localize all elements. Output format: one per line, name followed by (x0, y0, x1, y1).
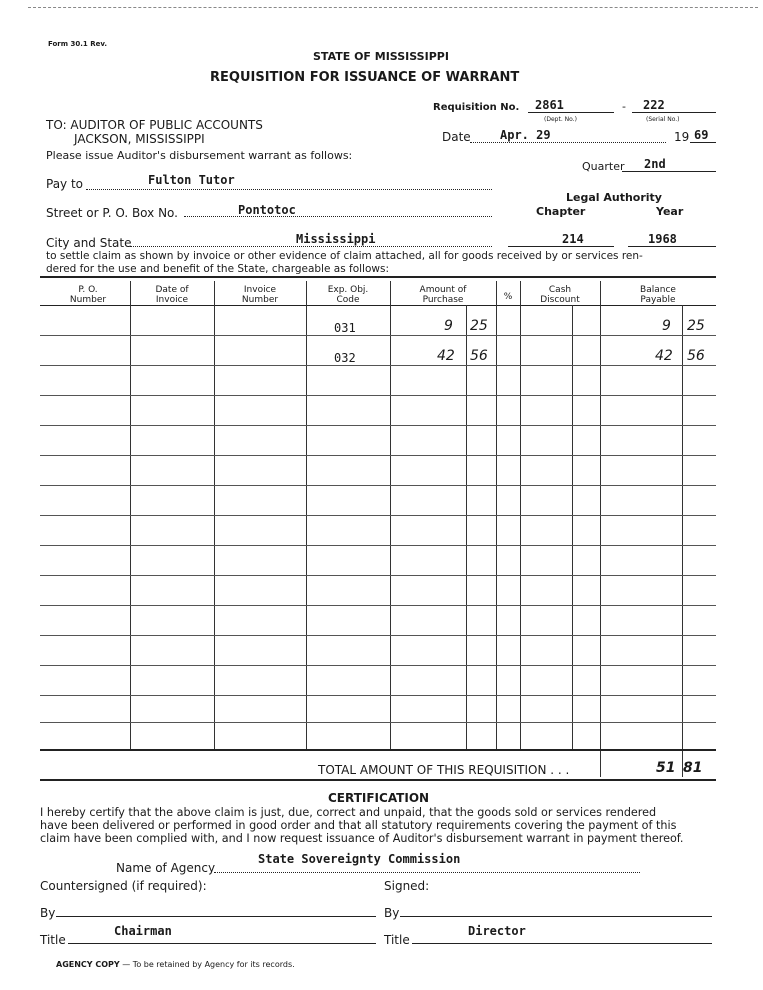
table-top-rule (40, 276, 716, 278)
street-line (184, 216, 492, 217)
date-century: 19 (674, 130, 690, 144)
balance-dollars-cell: 42 (655, 348, 673, 364)
top-border (28, 7, 758, 8)
quarter-line (622, 171, 716, 172)
requisition-label: Requisition No. (433, 102, 520, 113)
to-line-2: JACKSON, MISSISSIPPI (74, 132, 205, 146)
dept-number-line (528, 112, 614, 113)
footer-agency-copy: AGENCY COPY (56, 960, 120, 969)
col-divider (682, 305, 683, 777)
table-row-rule (40, 545, 716, 546)
chapter-line (508, 246, 614, 247)
right-by-label: By (384, 906, 400, 920)
table-row-rule (40, 722, 716, 723)
dept-number: 2861 (535, 98, 564, 112)
table-row-rule (40, 425, 716, 426)
pay-to-value: Fulton Tutor (148, 173, 235, 187)
date-year: 69 (694, 128, 709, 142)
col-header-cash-discount: Cash Discount (540, 285, 580, 305)
requisition-dash: - (622, 100, 626, 113)
serial-number: 222 (643, 98, 665, 112)
table-bottom-rule (40, 749, 716, 751)
table-row-rule (40, 365, 716, 366)
right-title-value: Director (468, 924, 526, 938)
certification-line-2: have been delivered or performed in good order and that all statutory requirements covering the payment of this (40, 819, 677, 832)
table-row-rule (40, 335, 716, 336)
state-heading: STATE OF MISSISSIPPI (313, 50, 449, 63)
legal-year-line (628, 246, 716, 247)
col-divider (466, 305, 467, 749)
certification-heading: CERTIFICATION (328, 791, 430, 805)
amount-dollars-cell: 42 (437, 348, 455, 364)
certification-line-3: claim have been complied with, and I now request issuance of Auditor's disbursement warrant in payment thereof. (40, 832, 684, 845)
chapter-label: Chapter (536, 205, 586, 218)
certification-line-1: I hereby certify that the above claim is just, due, correct and unpaid, that the goods sold or services rendered (40, 806, 657, 819)
exp-code-cell: 031 (334, 321, 356, 335)
to-line-1: TO: AUDITOR OF PUBLIC ACCOUNTS (46, 118, 263, 132)
issue-instruction: Please issue Auditor's disbursement warrant as follows: (46, 149, 353, 162)
left-by-line (56, 916, 376, 917)
agency-value: State Sovereignty Commission (258, 852, 461, 866)
street-value: Pontotoc (238, 203, 296, 217)
chapter-value: 214 (562, 232, 584, 246)
date-line (470, 142, 666, 143)
city-line (130, 246, 492, 247)
year-line (690, 142, 716, 143)
col-header-invoice: Invoice Number (241, 285, 279, 305)
balance-cents-cell: 25 (687, 318, 705, 334)
left-title-label: Title (40, 933, 66, 947)
pay-to-label: Pay to (46, 177, 84, 191)
balance-cents-cell: 56 (687, 348, 705, 364)
date-label: Date (442, 130, 471, 144)
serial-number-line (632, 112, 716, 113)
total-bottom-rule (40, 779, 716, 781)
city-value: Mississippi (296, 232, 376, 246)
table-row-rule (40, 605, 716, 606)
table-header-rule (40, 305, 716, 306)
exp-code-cell: 032 (334, 351, 356, 365)
col-header-amount: Amount of Purchase (419, 285, 467, 305)
dept-caption: (Dept. No.) (544, 116, 577, 123)
table-row-rule (40, 455, 716, 456)
col-header-balance: Balance Payable (640, 285, 676, 305)
quarter-label: Quarter (582, 160, 625, 173)
signed-label: Signed: (384, 879, 430, 893)
left-title-line (68, 943, 376, 944)
quarter-value: 2nd (644, 157, 666, 171)
settle-text-2: dered for the use and benefit of the State, chargeable as follows: (46, 263, 389, 275)
amount-dollars-cell: 9 (444, 318, 453, 334)
table-row-rule (40, 635, 716, 636)
agency-line (214, 872, 640, 873)
table-row-rule (40, 665, 716, 666)
right-title-label: Title (384, 933, 410, 947)
col-header-exp-code: Exp. Obj. Code (327, 285, 369, 305)
form-number: Form 30.1 Rev. (48, 40, 107, 48)
footer-retention-text: — To be retained by Agency for its records. (119, 960, 295, 969)
table-row-rule (40, 695, 716, 696)
street-label: Street or P. O. Box No. (46, 206, 178, 220)
amount-cents-cell: 56 (470, 348, 488, 364)
serial-caption: (Serial No.) (646, 116, 680, 123)
col-header-percent: % (503, 292, 513, 302)
countersigned-label: Countersigned (if required): (40, 879, 207, 893)
table-row-rule (40, 515, 716, 516)
pay-to-line (86, 189, 492, 190)
total-cents: 81 (683, 760, 703, 776)
settle-text-1: to settle claim as shown by invoice or other evidence of claim attached, all for goods received by or services ren- (46, 250, 643, 262)
city-label: City and State (46, 236, 132, 250)
col-header-po: P. O. Number (69, 285, 107, 305)
total-label: TOTAL AMOUNT OF THIS REQUISITION . . . (318, 763, 570, 777)
right-by-line (400, 916, 712, 917)
table-row-rule (40, 575, 716, 576)
form-title: REQUISITION FOR ISSUANCE OF WARRANT (210, 70, 520, 85)
agency-label: Name of Agency (116, 861, 216, 875)
balance-dollars-cell: 9 (662, 318, 671, 334)
left-title-value: Chairman (114, 924, 172, 938)
total-dollars: 51 (656, 760, 676, 776)
col-header-date: Date of Invoice (155, 285, 189, 305)
amount-cents-cell: 25 (470, 318, 488, 334)
date-value: Apr. 29 (500, 128, 551, 142)
table-row-rule (40, 485, 716, 486)
year-label: Year (656, 205, 684, 218)
left-by-label: By (40, 906, 56, 920)
table-row-rule (40, 395, 716, 396)
legal-authority-heading: Legal Authority (566, 191, 662, 204)
footer-note (56, 960, 295, 969)
right-title-line (412, 943, 712, 944)
legal-year-value: 1968 (648, 232, 677, 246)
col-divider (572, 305, 573, 749)
col-divider (600, 281, 601, 777)
